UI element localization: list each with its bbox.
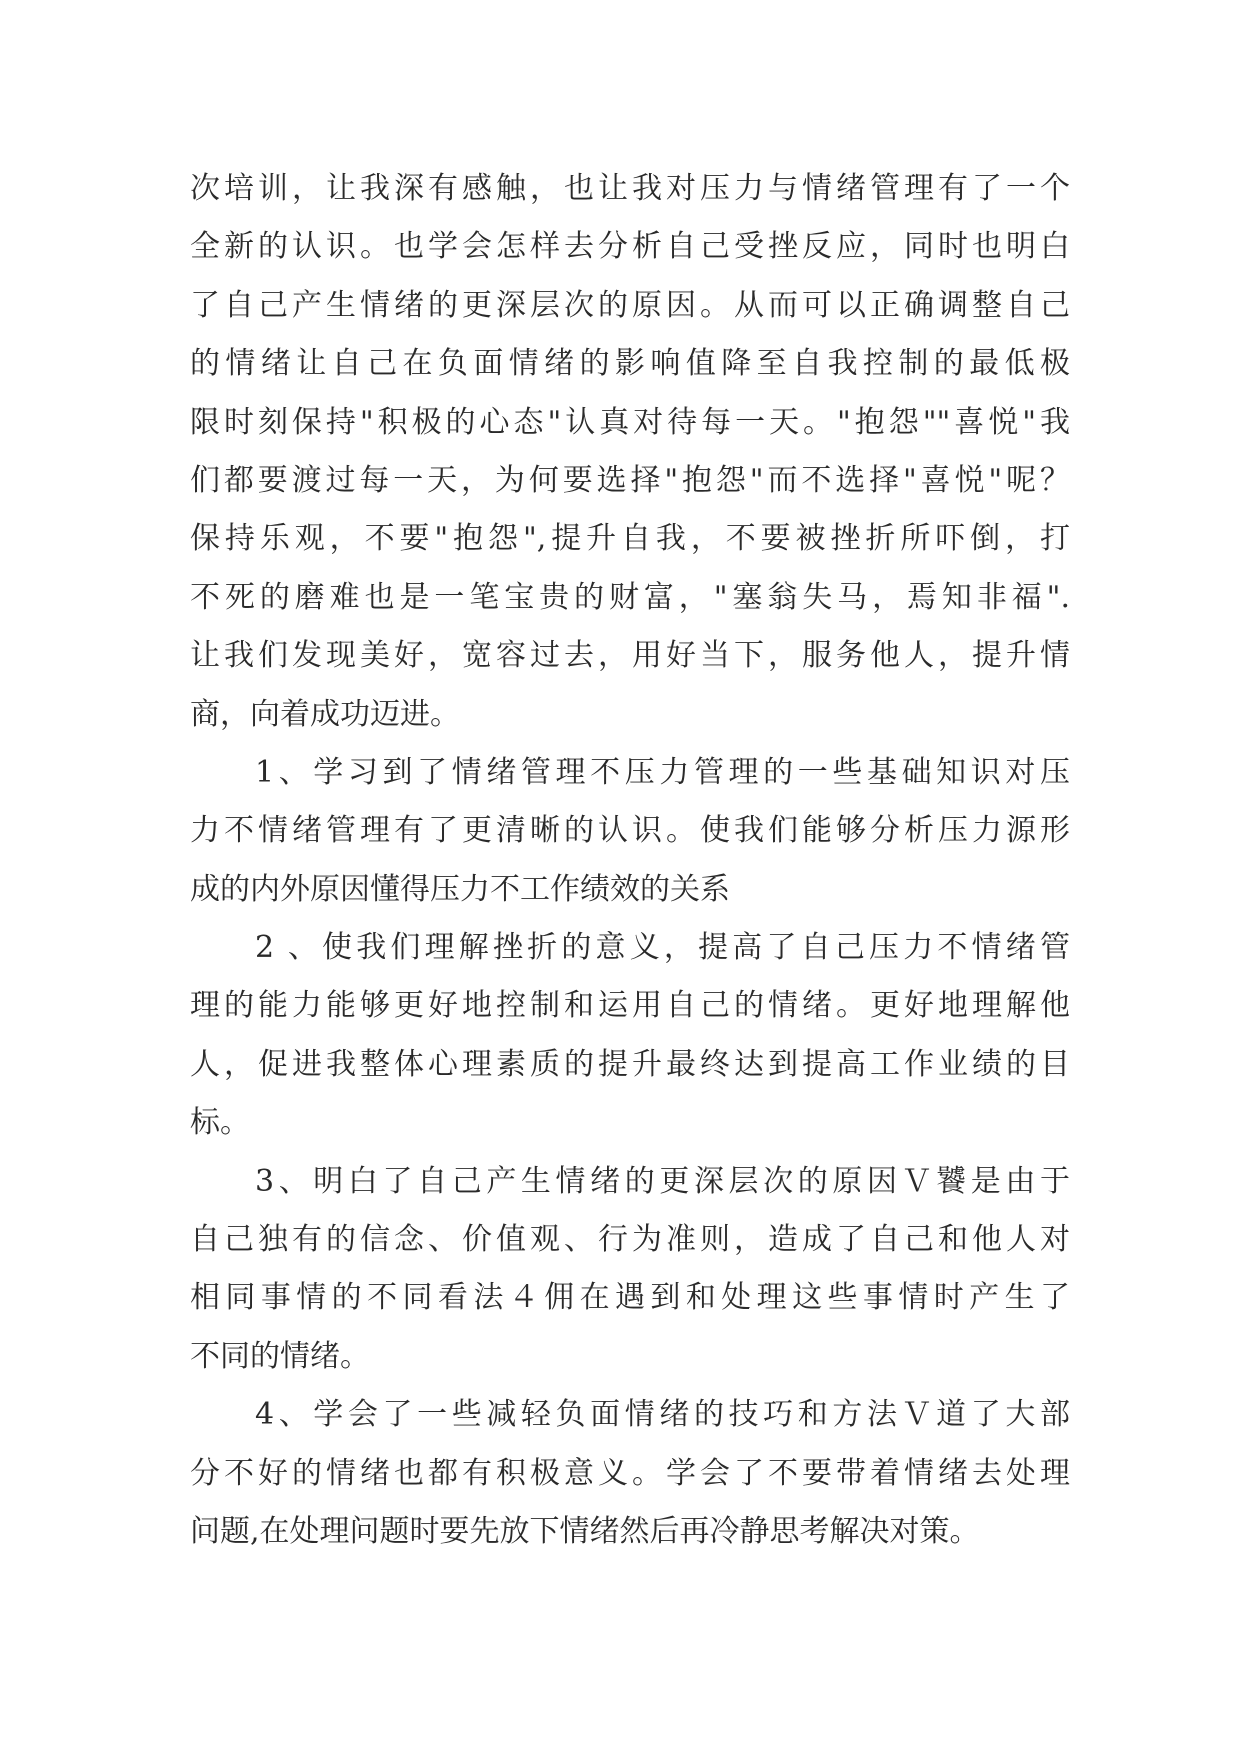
text-line: 2 、使我们理解挫折的意义，提高了自己压力不情绪管 [255, 930, 1070, 966]
text-line: 保持乐观，不要"抱怨",提升自我，不要被挫折所吓倒，打 [190, 521, 1070, 557]
text-line: 自己独有的信念、价值观、行为准则，造成了自己和他人对 [190, 1222, 1070, 1258]
paragraph-point-4 [190, 1386, 1070, 1561]
text-line: 人，促进我整体心理素质的提升最终达到提高工作业绩的目 [190, 1046, 1070, 1082]
text-line: 商，向着成功迈进。 [190, 696, 460, 732]
text-line: 全新的认识。也学会怎样去分析自己受挫反应，同时也明白 [190, 229, 1070, 265]
paragraph-intro [190, 160, 1070, 744]
text-line: 标。 [190, 1105, 250, 1141]
text-line: 相同事情的不同看法４佣在遇到和处理这些事情时产生了 [190, 1280, 1070, 1316]
text-line: 4、学会了一些减轻负面情绪的技巧和方法Ｖ道了大部 [255, 1397, 1070, 1433]
text-line: 不同的情绪。 [190, 1338, 370, 1374]
text-line: 限时刻保持"积极的心态"认真对待每一天。"抱怨""喜悦"我 [190, 404, 1070, 440]
text-line: 次培训，让我深有感触，也让我对压力与情绪管理有了一个 [190, 171, 1070, 206]
text-line: 们都要渡过每一天，为何要选择"抱怨"而不选择"喜悦"呢？ [190, 462, 1070, 498]
text-line: 了自己产生情绪的更深层次的原因。从而可以正确调整自己 [190, 287, 1070, 323]
document-body [190, 160, 1070, 1561]
text-line: 3、明白了自己产生情绪的更深层次的原因Ｖ饕是由于 [255, 1163, 1070, 1199]
paragraph-point-3 [190, 1153, 1070, 1387]
text-line: 的情绪让自己在负面情绪的影响值降至自我控制的最低极 [190, 346, 1070, 382]
text-line: 力不情绪管理有了更清晰的认识。使我们能够分析压力源形 [190, 813, 1070, 849]
text-line: 让我们发现美好，宽容过去，用好当下，服务他人，提升情 [190, 638, 1070, 674]
text-line: 问题,在处理问题时要先放下情绪然后再冷静思考解决对策。 [190, 1513, 980, 1549]
text-line: 成的内外原因懂得压力不工作绩效的关系 [190, 871, 730, 907]
paragraph-point-2 [190, 919, 1070, 1153]
text-line: 不死的磨难也是一笔宝贵的财富，"塞翁失马，焉知非福". [190, 579, 1070, 615]
text-line: 分不好的情绪也都有积极意义。学会了不要带着情绪去处理 [190, 1455, 1070, 1491]
text-line: 1、学习到了情绪管理不压力管理的一些基础知识对压 [255, 754, 1070, 790]
text-line: 理的能力能够更好地控制和运用自己的情绪。更好地理解他 [190, 988, 1070, 1024]
paragraph-point-1 [190, 744, 1070, 919]
